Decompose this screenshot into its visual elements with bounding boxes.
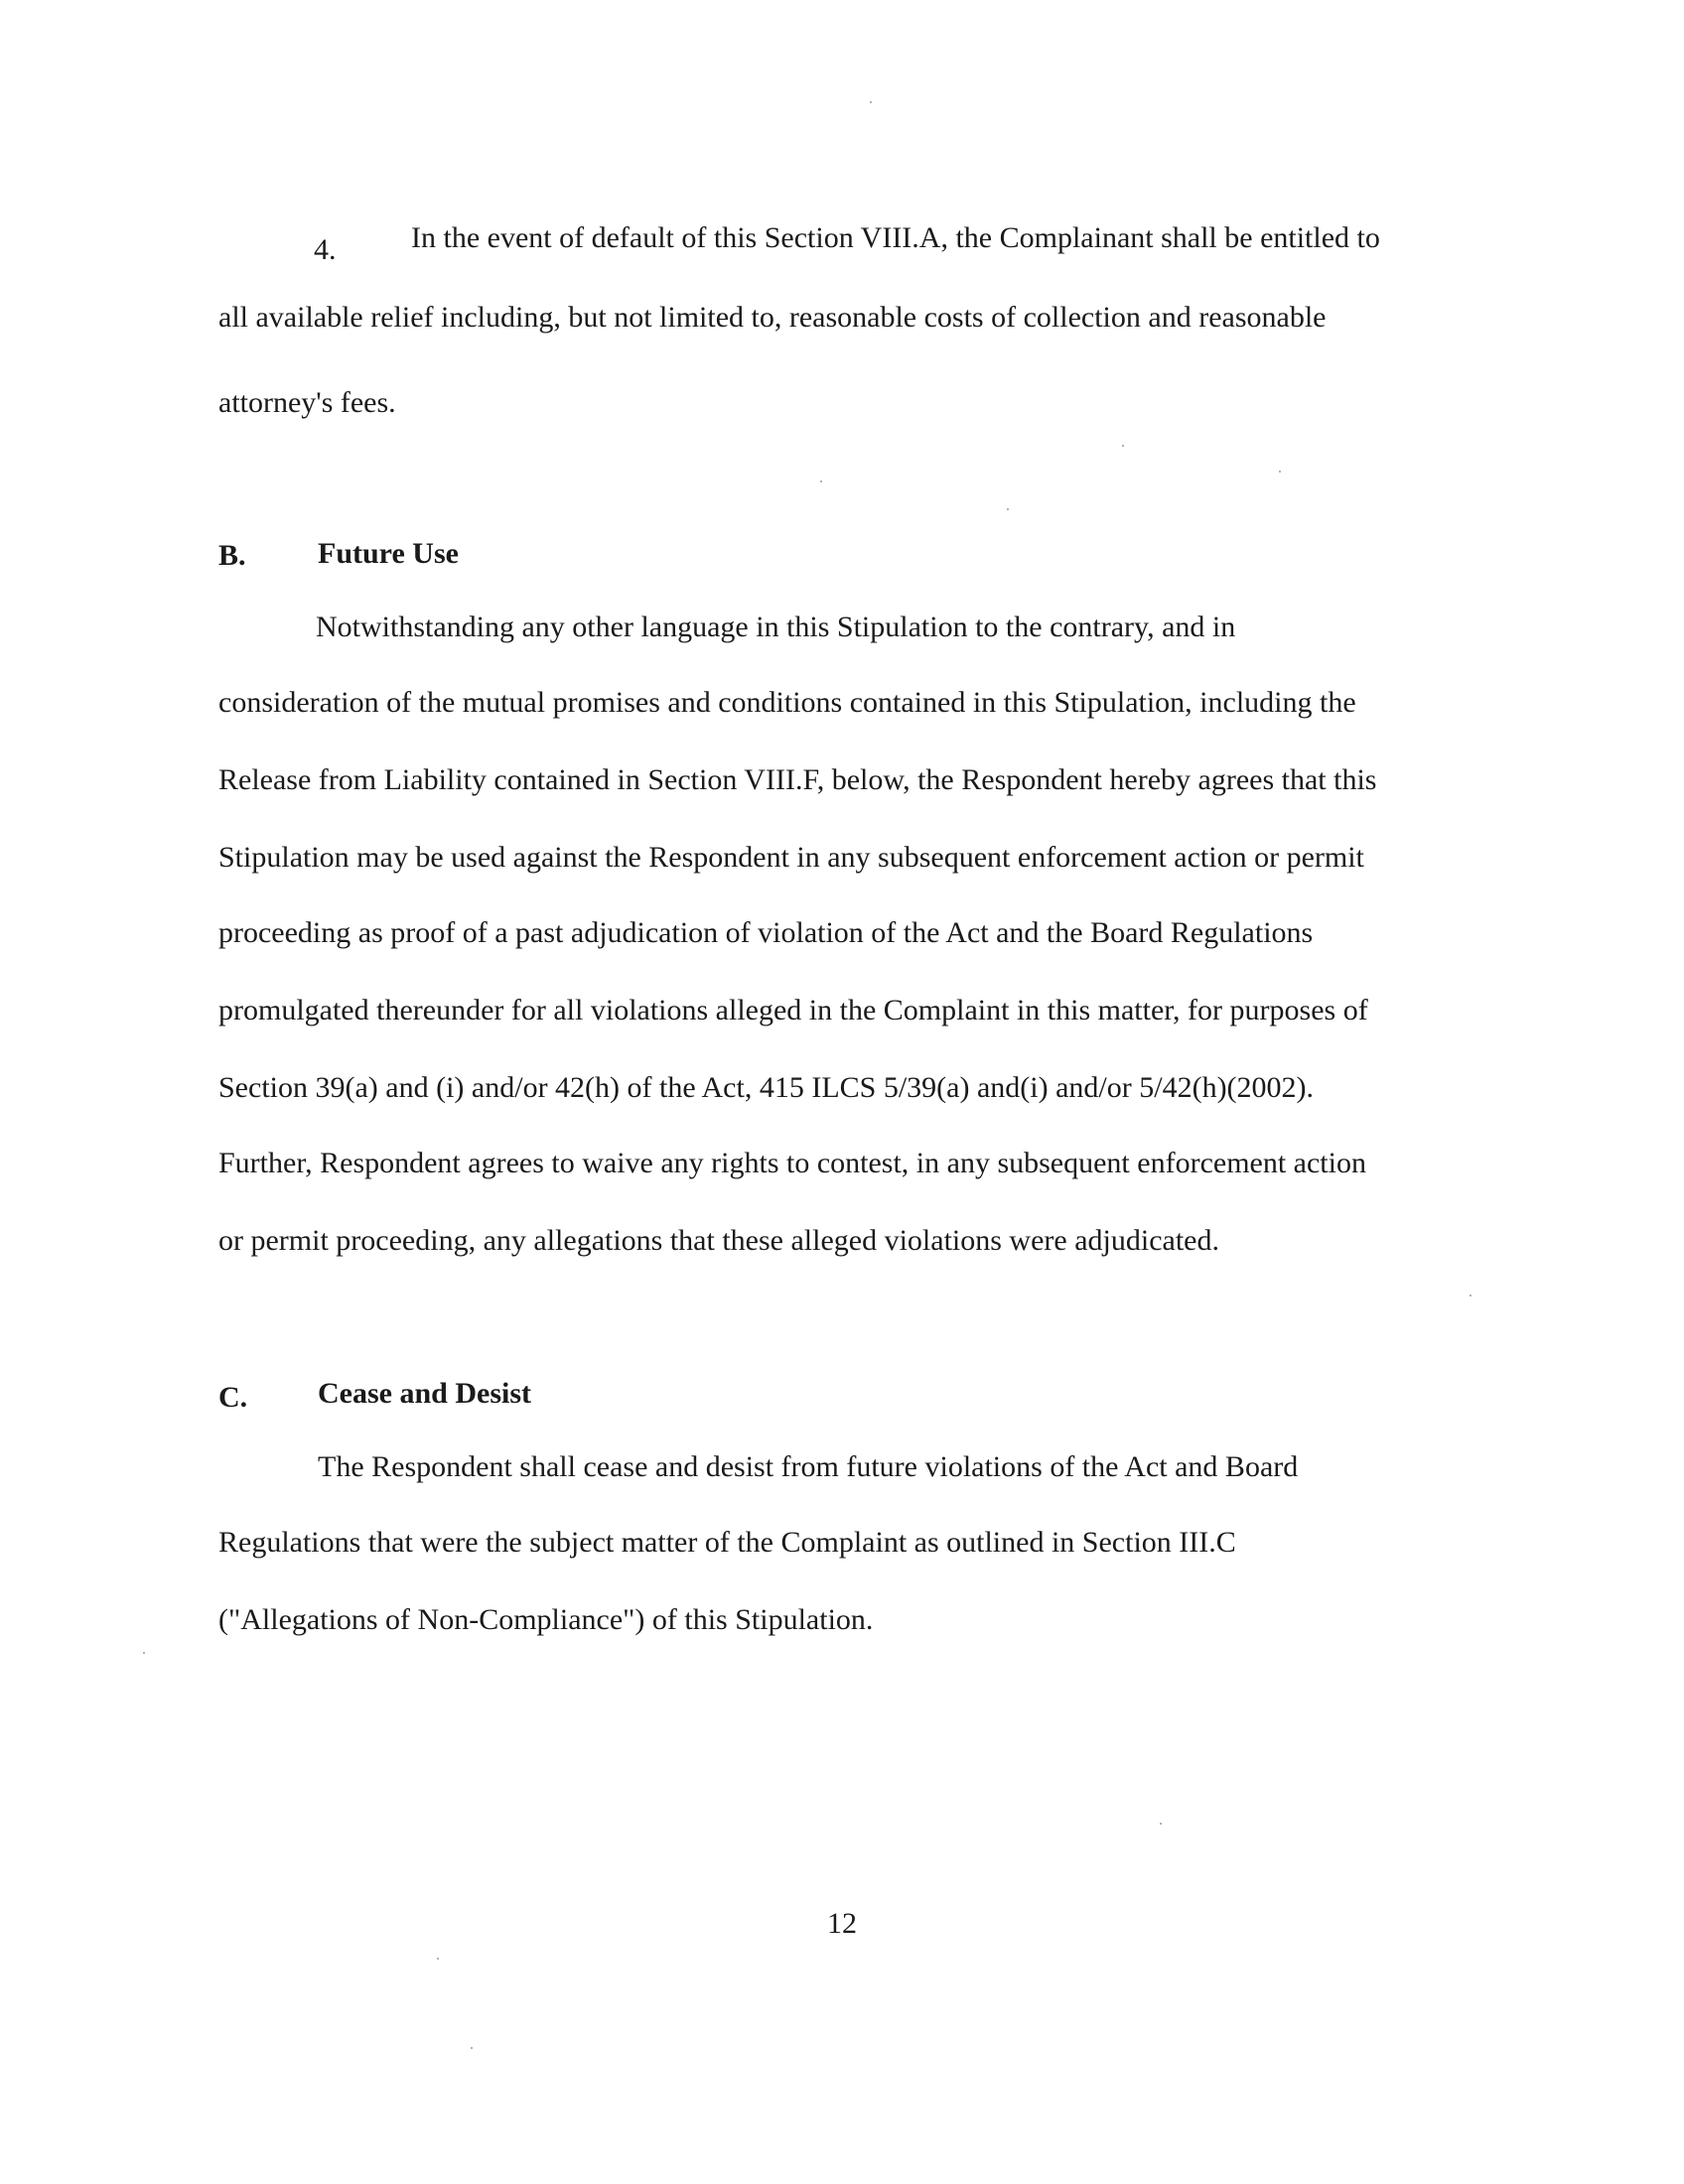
- section-c-title: Cease and Desist: [318, 1377, 531, 1410]
- section-b-line-1: Notwithstanding any other language in this Stipulation to the contrary, and in: [316, 611, 1236, 643]
- item-4-number: 4.: [314, 233, 337, 266]
- section-b-line-6: promulgated thereunder for all violations alleged in the Complaint in this matter, for purposes of: [218, 994, 1368, 1026]
- item-4-line-1: In the event of default of this Section VIII.A, the Complainant shall be entitled to: [411, 221, 1380, 254]
- section-b-line-8: Further, Respondent agrees to waive any rights to contest, in any subsequent enforcement action: [218, 1147, 1366, 1179]
- section-b-line-5: proceeding as proof of a past adjudication of violation of the Act and the Board Regulations: [218, 916, 1314, 949]
- section-b-line-9: or permit proceeding, any allegations that these alleged violations were adjudicated.: [218, 1224, 1219, 1257]
- section-b-line-7: Section 39(a) and (i) and/or 42(h) of the Act, 415 ILCS 5/39(a) and(i) and/or 5/42(h)(2002).: [218, 1071, 1315, 1104]
- scan-speck: [870, 101, 872, 103]
- scan-speck: [1279, 471, 1281, 473]
- page-number: 12: [827, 1907, 857, 1940]
- section-c-letter: C.: [218, 1381, 248, 1414]
- section-b-line-3: Release from Liability contained in Section VIII.F, below, the Respondent hereby agrees that this: [218, 763, 1377, 796]
- section-b-title: Future Use: [318, 537, 459, 570]
- item-4-line-2: all available relief including, but not limited to, reasonable costs of collection and reasonable: [218, 301, 1327, 334]
- scan-speck: [437, 1958, 439, 1960]
- section-c-line-2: Regulations that were the subject matter of the Complaint as outlined in Section III.C: [218, 1526, 1236, 1559]
- scan-speck: [1122, 445, 1124, 447]
- scan-speck: [820, 480, 822, 482]
- scan-speck: [1470, 1295, 1472, 1297]
- scan-speck: [471, 2047, 473, 2049]
- section-c-line-3: ("Allegations of Non-Compliance") of this Stipulation.: [218, 1603, 874, 1636]
- item-4-line-3: attorney's fees.: [218, 386, 396, 419]
- section-b-letter: B.: [218, 539, 246, 572]
- scan-speck: [1007, 508, 1009, 510]
- scan-speck: [143, 1652, 145, 1654]
- section-b-line-4: Stipulation may be used against the Respondent in any subsequent enforcement action or permit: [218, 841, 1364, 874]
- section-c-line-1: The Respondent shall cease and desist from future violations of the Act and Board: [318, 1450, 1299, 1483]
- section-b-line-2: consideration of the mutual promises and conditions contained in this Stipulation, including the: [218, 686, 1356, 719]
- scan-speck: [1160, 1823, 1162, 1825]
